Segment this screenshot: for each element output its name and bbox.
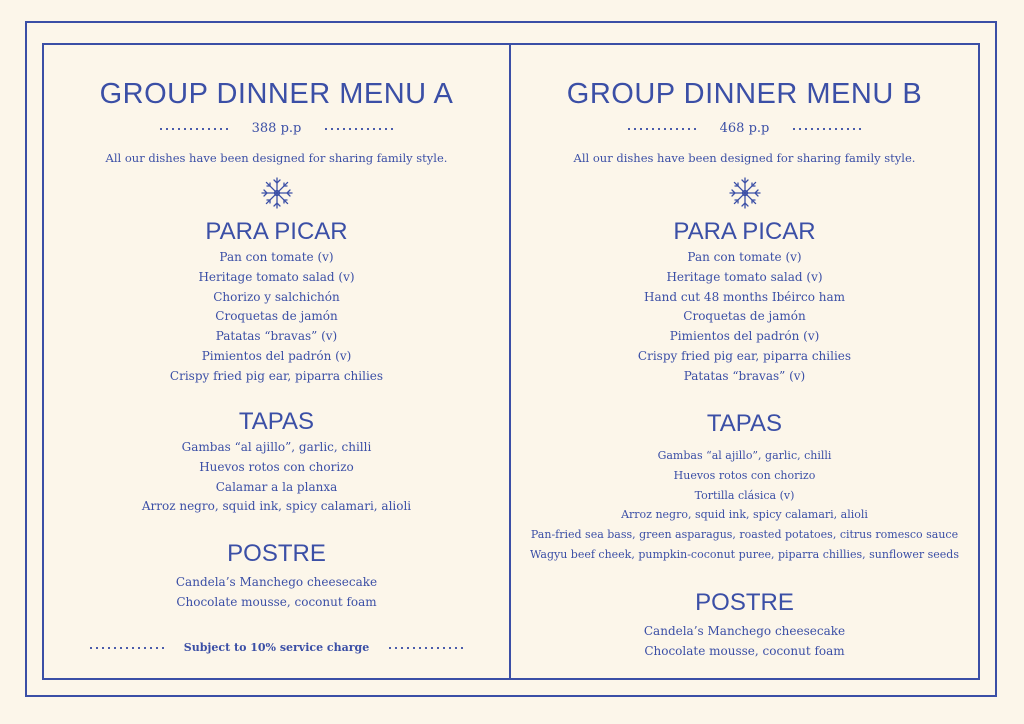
menu-item: Wagyu beef cheek, pumpkin-coconut puree, piparra chillies, sunflower seeds xyxy=(530,547,959,561)
item-list-postre xyxy=(511,622,978,662)
snowflake-icon xyxy=(728,176,762,210)
item-list-tapas xyxy=(511,446,978,565)
price-row xyxy=(44,122,509,135)
intro-text: All our dishes have been designed for sharing family style. xyxy=(573,151,916,165)
section-title-tapas: TAPAS xyxy=(706,410,783,437)
dotted-rule xyxy=(626,128,698,130)
menu-item: Pimientos del padrón (v) xyxy=(201,348,352,363)
menu-item: Gambas “al ajillo”, garlic, chilli xyxy=(657,449,832,462)
menu-item: Huevos rotos con chorizo xyxy=(673,468,816,482)
menu-item: Pan con tomate (v) xyxy=(219,250,334,264)
menu-item: Croquetas de jamón xyxy=(683,309,806,324)
footer-row xyxy=(44,641,509,654)
menu-item: Heritage tomato salad (v) xyxy=(198,269,355,284)
menu-item: Arroz negro, squid ink, spicy calamari, alioli xyxy=(141,499,412,514)
menu-item: Gambas “al ajillo”, garlic, chilli xyxy=(181,440,372,454)
menu-item: Pan-fried sea bass, green asparagus, roasted potatoes, citrus romesco sauce xyxy=(530,528,959,542)
item-list-postre xyxy=(44,573,509,613)
menu-item: Chocolate mousse, coconut foam xyxy=(176,594,377,609)
menu-title: GROUP DINNER MENU B xyxy=(566,78,923,110)
menu-item: Hand cut 48 months Ibéirco ham xyxy=(644,289,845,304)
service-charge-note: Subject to 10% service charge xyxy=(183,641,370,654)
menu-item: Patatas “bravas” (v) xyxy=(683,368,806,383)
menu-item: Calamar a la planxa xyxy=(215,479,338,494)
menu-item: Chocolate mousse, coconut foam xyxy=(644,643,845,658)
menu-item: Patatas “bravas” (v) xyxy=(215,329,338,344)
item-list-para-picar xyxy=(511,248,978,387)
item-list-para-picar xyxy=(44,248,509,387)
menu-item: Arroz negro, squid ink, spicy calamari, alioli xyxy=(621,508,868,522)
menu-item: Croquetas de jamón xyxy=(215,309,338,324)
menu-item: Candela’s Manchego cheesecake xyxy=(175,575,378,589)
snowflake-icon xyxy=(260,176,294,210)
menu-item: Candela’s Manchego cheesecake xyxy=(643,624,846,638)
menu-item: Heritage tomato salad (v) xyxy=(666,269,823,284)
intro-text: All our dishes have been designed for sharing family style. xyxy=(105,151,448,165)
menu-item: Pan con tomate (v) xyxy=(687,250,802,264)
section-title-postre: POSTRE xyxy=(227,540,326,567)
menu-item: Huevos rotos con chorizo xyxy=(199,459,354,474)
section-title-para-picar: PARA PICAR xyxy=(205,218,348,245)
dotted-rule xyxy=(323,128,395,130)
item-list-tapas xyxy=(44,438,509,517)
section-title-tapas: TAPAS xyxy=(238,408,315,435)
dotted-rule xyxy=(88,647,166,649)
menu-item: Crispy fried pig ear, piparra chilies xyxy=(637,348,852,363)
section-title-postre: POSTRE xyxy=(695,589,794,616)
price: 468 p.p xyxy=(719,121,770,136)
price-row xyxy=(511,122,978,135)
menu-item: Pimientos del padrón (v) xyxy=(669,329,820,344)
menu-a xyxy=(44,43,509,680)
section-title-para-picar: PARA PICAR xyxy=(673,218,816,245)
menu-title: GROUP DINNER MENU A xyxy=(99,78,454,110)
menu-item: Crispy fried pig ear, piparra chilies xyxy=(169,368,384,383)
dotted-rule xyxy=(158,128,230,130)
menu-b xyxy=(511,43,978,680)
dotted-rule xyxy=(387,647,465,649)
menu-item: Chorizo y salchichón xyxy=(213,289,340,304)
dotted-rule xyxy=(791,128,863,130)
menu-item: Tortilla clásica (v) xyxy=(694,488,795,502)
price: 388 p.p xyxy=(251,121,302,136)
